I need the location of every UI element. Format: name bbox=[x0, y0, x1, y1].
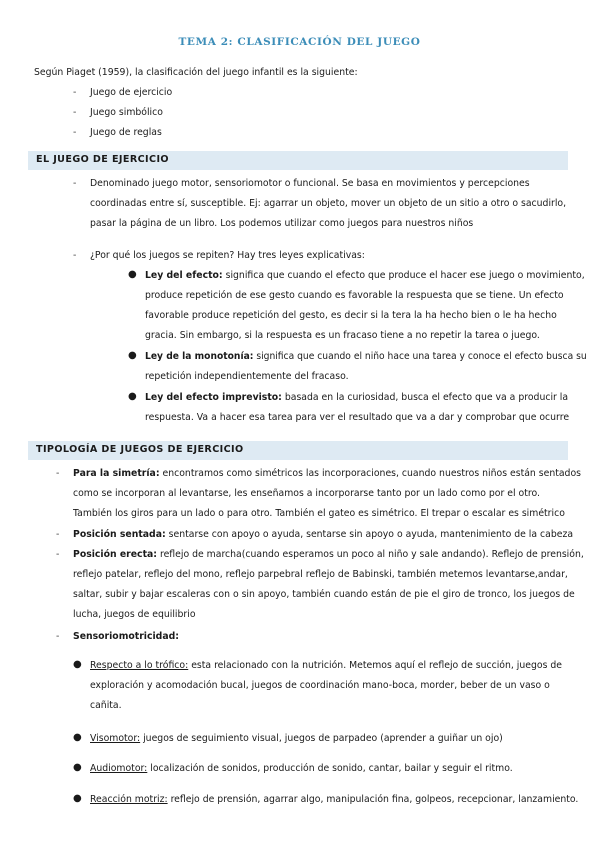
paragraph-line: pasar la página de un libro. Los podemos utilizar como juegos para nuestros niños bbox=[90, 218, 474, 229]
bullet-dot: ● bbox=[73, 659, 82, 670]
section-heading: EL JUEGO DE EJERCICIO bbox=[36, 154, 169, 165]
bullet-dot: ● bbox=[73, 793, 82, 804]
item-text: sentarse con apoyo o ayuda, sentarse sin apoyo o ayuda, mantenimiento de la cabeza bbox=[165, 529, 574, 540]
sub-line: exploración y acomodación bucal, juegos de coordinación mano-boca, morder, beber de un vaso o bbox=[90, 680, 550, 691]
law-line bbox=[145, 269, 585, 282]
sub-line bbox=[90, 793, 578, 806]
law-line: respuesta. Va a hacer esa tarea para ver el resultado que va a dar y comprobar que ocurre bbox=[145, 412, 570, 423]
law-text: basada en la curiosidad, busca el efecto que va a producir la bbox=[281, 392, 569, 403]
law-line: repetición independientemente del fracaso. bbox=[145, 371, 349, 382]
sub-label: Respecto a lo trófico: bbox=[90, 660, 189, 671]
sub-line: cañita. bbox=[90, 700, 122, 711]
sub-text: juegos de seguimiento visual, juegos de parpadeo (aprender a guiñar un ojo) bbox=[140, 733, 503, 744]
dash-bullet: - bbox=[73, 107, 77, 118]
page-title: TEMA 2: CLASIFICACIÓN DEL JUEGO bbox=[178, 36, 421, 48]
item-line: lucha, juegos de equilibrio bbox=[73, 609, 196, 620]
sub-text: reflejo de prensión, agarrar algo, manipulación fina, golpeos, recepcionar, lanzamiento. bbox=[167, 794, 579, 805]
sub-label: Reacción motriz: bbox=[90, 794, 168, 805]
paragraph: ¿Por qué los juegos se repiten? Hay tres leyes explicativas: bbox=[90, 250, 365, 261]
item-line bbox=[73, 630, 179, 643]
dash-bullet: - bbox=[73, 127, 77, 138]
item-text: encontramos como simétricos las incorporaciones, cuando nuestros niños están sentados bbox=[159, 468, 581, 479]
sub-label: Visomotor: bbox=[90, 733, 141, 744]
item-text: reflejo de marcha(cuando esperamos un poco al niño y sale andando). Reflejo de prensión, bbox=[157, 549, 584, 560]
item-line bbox=[73, 528, 573, 541]
dash-bullet: - bbox=[56, 631, 60, 642]
item-line: También los giros para un lado o para otro. También el gateo es simétrico. El trepar o escalar es simétrico bbox=[73, 508, 565, 519]
item-line bbox=[73, 467, 581, 480]
sub-line bbox=[90, 762, 513, 775]
sub-text: localización de sonidos, producción de sonido, cantar, bailar y seguir el ritmo. bbox=[147, 763, 513, 774]
item-line: saltar, subir y bajar escaleras con o sin apoyo, también cuando están de pie el giro de tronco, los juegos de bbox=[73, 589, 575, 600]
law-line bbox=[145, 350, 587, 363]
item-label: Posición erecta: bbox=[73, 549, 158, 560]
law-text: significa que cuando el efecto que produce el hacer ese juego o movimiento, bbox=[222, 270, 585, 281]
item-line bbox=[73, 548, 584, 561]
law-label: Ley del efecto: bbox=[145, 270, 223, 281]
dash-bullet: - bbox=[56, 468, 60, 479]
item-label: Para la simetría: bbox=[73, 468, 160, 479]
paragraph-line: coordinadas entre sí, susceptible. Ej: agarrar un objeto, mover un objeto de un sitio a otro o sacudirlo, bbox=[90, 198, 567, 209]
law-line: produce repetición de ese gesto cuando es favorable la respuesta que se tiene. Un efecto bbox=[145, 290, 564, 301]
dash-bullet: - bbox=[56, 529, 60, 540]
law-text: significa que cuando el niño hace una tarea y conoce el efecto busca su bbox=[253, 351, 587, 362]
list-item: Juego de ejercicio bbox=[90, 87, 173, 98]
dash-bullet: - bbox=[73, 250, 77, 261]
bullet-dot: ● bbox=[128, 391, 137, 402]
paragraph-line: Denominado juego motor, sensoriomotor o funcional. Se basa en movimientos y percepciones bbox=[90, 178, 530, 189]
law-label: Ley de la monotonía: bbox=[145, 351, 254, 362]
list-item: Juego de reglas bbox=[90, 127, 162, 138]
sub-line bbox=[90, 732, 503, 745]
section-heading-bar bbox=[28, 441, 568, 460]
dash-bullet: - bbox=[56, 549, 60, 560]
bullet-dot: ● bbox=[73, 732, 82, 743]
section-heading-bar bbox=[28, 151, 568, 170]
sub-label: Audiomotor: bbox=[90, 763, 148, 774]
bullet-dot: ● bbox=[128, 269, 137, 280]
law-line bbox=[145, 391, 568, 404]
item-line: reflejo patelar, reflejo del mono, reflejo parpebral reflejo de Babinski, también metemos levantarse,andar, bbox=[73, 569, 568, 580]
law-line: gracia. Sin embargo, si la respuesta es un fracaso tiene a no repetir la tarea o juego. bbox=[145, 330, 540, 341]
item-label: Posición sentada: bbox=[73, 529, 166, 540]
dash-bullet: - bbox=[73, 87, 77, 98]
item-label: Sensoriomotricidad: bbox=[73, 631, 179, 642]
list-item: Juego simbólico bbox=[90, 107, 163, 118]
sub-text: esta relacionado con la nutrición. Metemos aquí el reflejo de succión, juegos de bbox=[188, 660, 562, 671]
bullet-dot: ● bbox=[73, 762, 82, 773]
bullet-dot: ● bbox=[128, 350, 137, 361]
item-line: como se incorporan al levantarse, les enseñamos a incorporarse tanto por un lado como por el otro. bbox=[73, 488, 540, 499]
section-heading: TIPOLOGÍA DE JUEGOS DE EJERCICIO bbox=[36, 444, 244, 455]
law-line: favorable produce repetición del gesto, es decir si la tera la ha hecho bien o le ha hecho bbox=[145, 310, 557, 321]
intro-paragraph: Según Piaget (1959), la clasificación del juego infantil es la siguiente: bbox=[34, 67, 358, 78]
sub-line bbox=[90, 659, 562, 672]
dash-bullet: - bbox=[73, 178, 77, 189]
law-label: Ley del efecto imprevisto: bbox=[145, 392, 282, 403]
